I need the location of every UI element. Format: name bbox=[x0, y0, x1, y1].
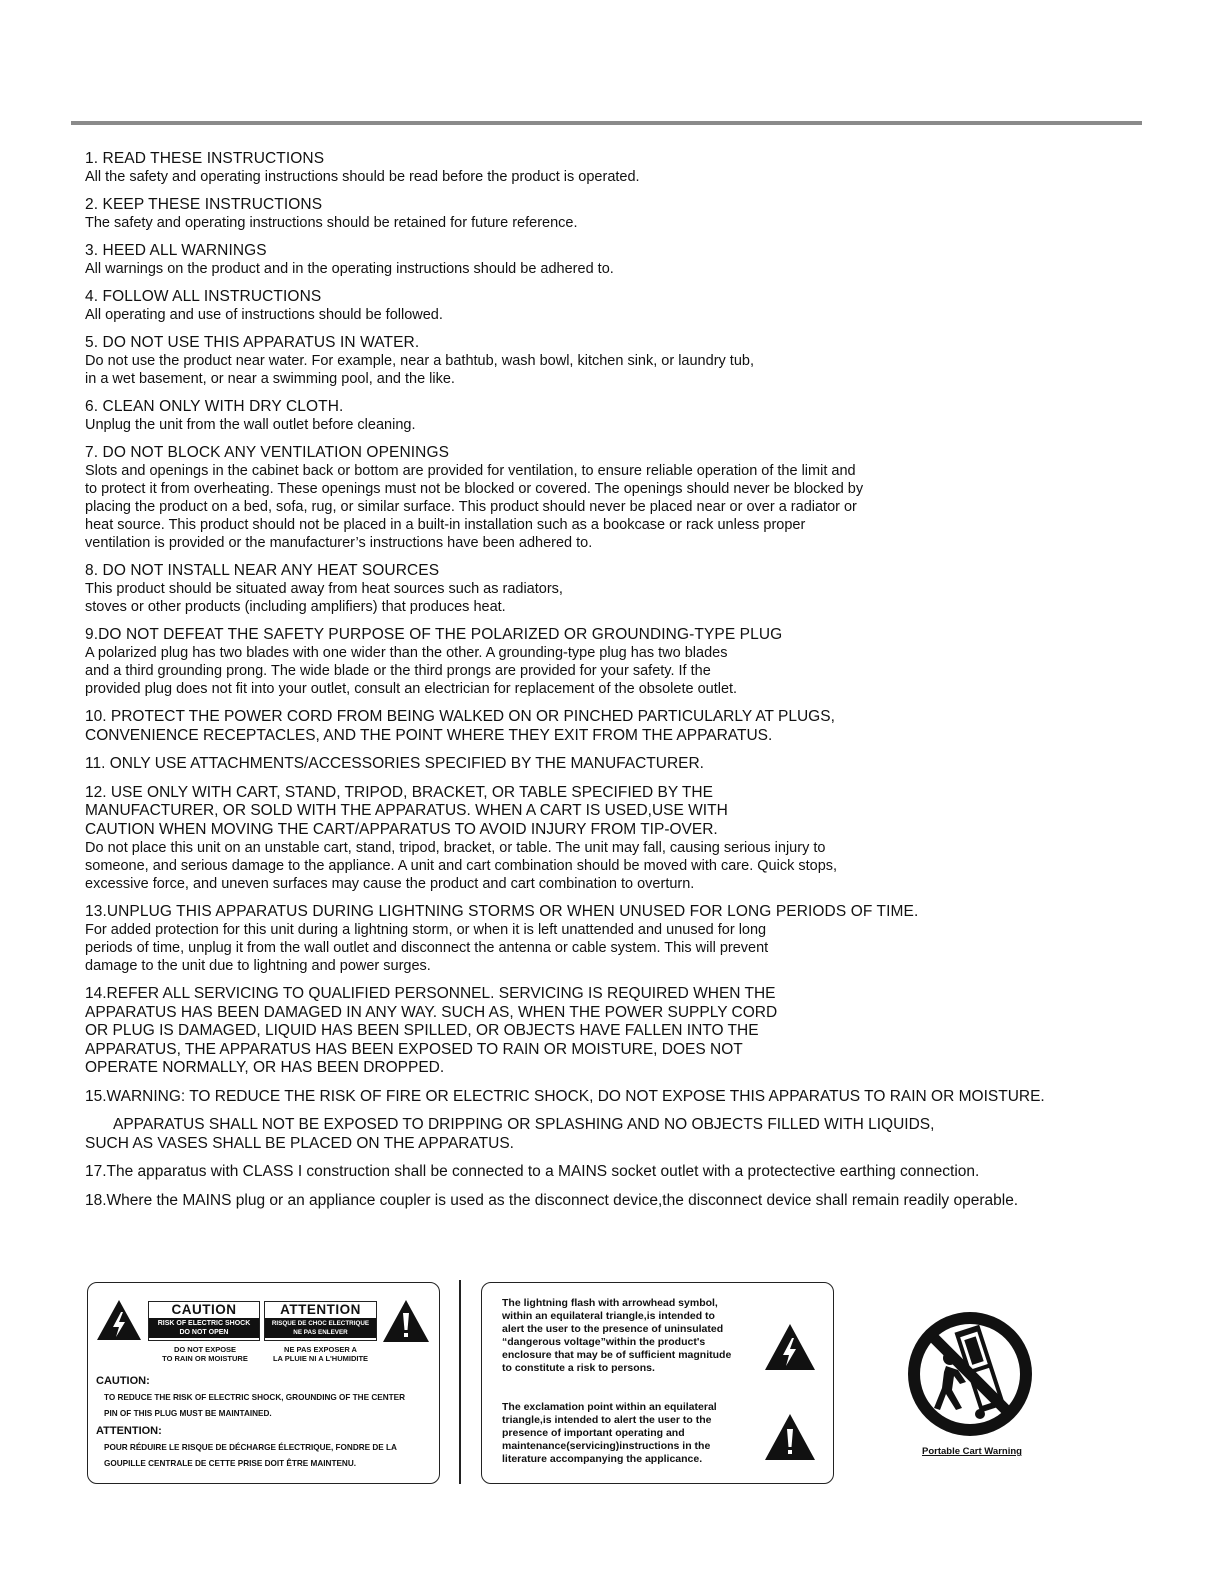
ne-pas-exposer-text bbox=[264, 1345, 377, 1363]
exclamation-line: The exclamation point within an equilateral bbox=[502, 1401, 717, 1413]
instructions-list bbox=[85, 150, 1145, 1220]
caution-bar bbox=[149, 1318, 259, 1338]
instruction-body: For added protection for this unit during a lightning storm, or when it is left unattended and unused for long bbox=[85, 922, 767, 938]
instruction-item bbox=[85, 398, 1145, 434]
instruction-body: Slots and openings in the cabinet back or bottom are provided for ventilation, to ensure reliable operation of the limit and bbox=[85, 463, 856, 479]
lightning-line: within an equilateral triangle,is intended to bbox=[502, 1310, 715, 1322]
instruction-body: stoves or other products (including amplifiers) that produces heat. bbox=[85, 599, 506, 615]
instruction-body: to protect it from overheating. These openings must not be blocked or covered. The openings should never be blocked by bbox=[85, 481, 864, 497]
instruction-body: placing the product on a bed, sofa, rug, or similar surface. This product should never be placed near or over a radiator or bbox=[85, 499, 857, 515]
exclamation-triangle-icon bbox=[764, 1413, 816, 1461]
instruction-heading: APPARATUS SHALL NOT BE EXPOSED TO DRIPPING OR SPLASHING AND NO OBJECTS FILLED WITH LIQUIDS, bbox=[113, 1116, 935, 1133]
ne-pas-exposer-line: NE PAS EXPOSER A bbox=[284, 1345, 357, 1354]
instruction-heading: 9.DO NOT DEFEAT THE SAFETY PURPOSE OF THE POLARIZED OR GROUNDING-TYPE PLUG bbox=[85, 626, 783, 643]
instruction-item bbox=[85, 196, 1145, 232]
instruction-heading: 6. CLEAN ONLY WITH DRY CLOTH. bbox=[85, 398, 344, 415]
caution-heading: CAUTION: bbox=[96, 1375, 150, 1387]
instruction-body: The safety and operating instructions should be retained for future reference. bbox=[85, 215, 578, 231]
instruction-body: someone, and serious damage to the appliance. A unit and cart combination should be moved with care. Quick stops, bbox=[85, 858, 838, 874]
exclamation-line: presence of important operating and bbox=[502, 1427, 685, 1439]
instruction-item bbox=[85, 1163, 1145, 1182]
instruction-heading: MANUFACTURER, OR SOLD WITH THE APPARATUS. WHEN A CART IS USED,USE WITH bbox=[85, 802, 728, 819]
lightning-line: enclosure that may be of sufficient magnitude bbox=[502, 1349, 732, 1361]
exclamation-line: maintenance(servicing)instructions in the bbox=[502, 1440, 711, 1452]
exclamation-explanation bbox=[502, 1401, 757, 1466]
exclamation-triangle-icon bbox=[382, 1299, 430, 1343]
instruction-body: in a wet basement, or near a swimming pool, and the like. bbox=[85, 371, 455, 387]
instruction-body: This product should be situated away from heat sources such as radiators, bbox=[85, 581, 563, 597]
lightning-line: The lightning flash with arrowhead symbol, bbox=[502, 1297, 718, 1309]
instruction-body: heat source. This product should not be placed in a built-in installation such as a bookcase or rack unless proper bbox=[85, 517, 806, 533]
instruction-heading: 5. DO NOT USE THIS APPARATUS IN WATER. bbox=[85, 334, 420, 351]
instruction-item bbox=[85, 985, 1145, 1078]
caution-text-line: PIN OF THIS PLUG MUST BE MAINTAINED. bbox=[104, 1409, 272, 1418]
instruction-body: periods of time, unplug it from the wall outlet and disconnect the antenna or cable system. This will prevent bbox=[85, 940, 769, 956]
attention-text-line: GOUPILLE CENTRALE DE CETTE PRISE DOIT ÊTRE MAINTENU. bbox=[104, 1459, 357, 1468]
instruction-heading: APPARATUS HAS BEEN DAMAGED IN ANY WAY. SUCH AS, WHEN THE POWER SUPPLY CORD bbox=[85, 1003, 778, 1021]
instruction-item bbox=[85, 1192, 1145, 1211]
instruction-item bbox=[85, 334, 1145, 388]
instruction-item bbox=[85, 150, 1145, 186]
instruction-item bbox=[85, 242, 1145, 278]
instruction-heading: APPARATUS, THE APPARATUS HAS BEEN EXPOSED TO RAIN OR MOISTURE, DOES NOT bbox=[85, 1040, 743, 1058]
instruction-item bbox=[85, 903, 1145, 975]
instruction-item bbox=[85, 708, 1145, 745]
attention-text-line: POUR RÉDUIRE LE RISQUE DE DÉCHARGE ÉLECTRIQUE, FONDRE DE LA bbox=[104, 1443, 397, 1452]
instruction-item bbox=[85, 288, 1145, 324]
caution-bar-line: RISK OF ELECTRIC SHOCK bbox=[157, 1320, 251, 1327]
instruction-heading: 12. USE ONLY WITH CART, STAND, TRIPOD, BRACKET, OR TABLE SPECIFIED BY THE bbox=[85, 783, 713, 801]
lightning-triangle-icon bbox=[96, 1299, 142, 1341]
instruction-heading: 7. DO NOT BLOCK ANY VENTILATION OPENINGS bbox=[85, 444, 450, 461]
attention-title: ATTENTION bbox=[280, 1302, 361, 1317]
caution-text-line: TO REDUCE THE RISK OF ELECTRIC SHOCK, GROUNDING OF THE CENTER bbox=[104, 1393, 405, 1402]
instruction-item bbox=[85, 444, 1145, 552]
instruction-heading: 1. READ THESE INSTRUCTIONS bbox=[85, 150, 325, 167]
do-not-expose-text bbox=[150, 1345, 260, 1363]
caution-bar-line: DO NOT OPEN bbox=[179, 1329, 229, 1336]
attention-bar-line: NE PAS ENLEVER bbox=[293, 1329, 348, 1336]
instruction-heading: 3. HEED ALL WARNINGS bbox=[85, 242, 267, 259]
exclamation-line: triangle,is intended to alert the user to the bbox=[502, 1414, 712, 1426]
instruction-heading: 8. DO NOT INSTALL NEAR ANY HEAT SOURCES bbox=[85, 562, 440, 579]
lightning-line: to constitute a risk to persons. bbox=[502, 1362, 655, 1374]
exclamation-line: literature accompanying the applicance. bbox=[502, 1453, 703, 1465]
lightning-triangle-icon bbox=[764, 1323, 816, 1371]
instruction-heading: 10. PROTECT THE POWER CORD FROM BEING WALKED ON OR PINCHED PARTICULARLY AT PLUGS, bbox=[85, 708, 835, 725]
top-rule bbox=[71, 121, 1142, 125]
lightning-line: alert the user to the presence of uninsulated bbox=[502, 1323, 724, 1335]
vertical-divider bbox=[459, 1280, 461, 1484]
instruction-body: All the safety and operating instructions should be read before the product is operated. bbox=[85, 169, 640, 185]
instruction-heading: OPERATE NORMALLY, OR HAS BEEN DROPPED. bbox=[85, 1059, 445, 1076]
instruction-body: A polarized plug has two blades with one wider than the other. A grounding-type plug has two blades bbox=[85, 645, 728, 661]
instruction-heading: CAUTION WHEN MOVING THE CART/APPARATUS TO AVOID INJURY FROM TIP-OVER. bbox=[85, 820, 718, 838]
instruction-item bbox=[85, 784, 1145, 894]
instruction-heading: 2. KEEP THESE INSTRUCTIONS bbox=[85, 196, 323, 213]
portable-cart-warning-icon bbox=[906, 1310, 1034, 1438]
instruction-item bbox=[85, 1088, 1145, 1107]
lightning-line: “dangerous voltage”within the product's bbox=[502, 1336, 706, 1348]
instruction-body: damage to the unit due to lightning and power surges. bbox=[85, 958, 431, 974]
symbols-panel bbox=[481, 1282, 834, 1484]
attention-text bbox=[104, 1440, 434, 1472]
do-not-expose-line: DO NOT EXPOSE bbox=[173, 1345, 237, 1354]
instruction-heading: SUCH AS VASES SHALL BE PLACED ON THE APPARATUS. bbox=[85, 1134, 514, 1152]
instruction-item bbox=[85, 626, 1145, 698]
attention-bar-line: RISQUE DE CHOC ELECTRIQUE bbox=[271, 1320, 370, 1327]
instruction-body: and a third grounding prong. The wide blade or the third prongs are provided for your safety. If the bbox=[85, 663, 711, 679]
instruction-body: All warnings on the product and in the operating instructions should be adhered to. bbox=[85, 261, 614, 277]
attention-heading: ATTENTION: bbox=[96, 1425, 162, 1437]
do-not-expose-line: TO RAIN OR MOISTURE bbox=[162, 1354, 248, 1363]
attention-bar bbox=[265, 1318, 376, 1338]
instruction-heading: 4. FOLLOW ALL INSTRUCTIONS bbox=[85, 288, 322, 305]
instruction-item bbox=[85, 562, 1145, 616]
lightning-explanation bbox=[502, 1297, 757, 1375]
caution-box bbox=[148, 1301, 260, 1341]
instruction-body: Do not place this unit on an unstable cart, stand, tripod, bracket, or table. The unit may fall, causing serious injury to bbox=[85, 840, 826, 856]
instruction-heading: 17.The apparatus with CLASS I construction shall be connected to a MAINS socket outlet with a protectective earthing connection. bbox=[85, 1163, 980, 1180]
instruction-item bbox=[85, 755, 1145, 774]
cart-warning-caption: Portable Cart Warning bbox=[922, 1446, 1022, 1457]
instruction-item bbox=[85, 1116, 1145, 1153]
attention-box bbox=[264, 1301, 377, 1341]
instruction-heading: CONVENIENCE RECEPTACLES, AND THE POINT WHERE THEY EXIT FROM THE APPARATUS. bbox=[85, 726, 773, 744]
caution-title: CAUTION bbox=[171, 1302, 237, 1317]
instruction-body: excessive force, and uneven surfaces may cause the product and cart combination to overturn. bbox=[85, 876, 695, 892]
instruction-heading: OR PLUG IS DAMAGED, LIQUID HAS BEEN SPILLED, OR OBJECTS HAVE FALLEN INTO THE bbox=[85, 1022, 759, 1039]
caution-text bbox=[104, 1390, 434, 1422]
instruction-heading: 11. ONLY USE ATTACHMENTS/ACCESSORIES SPECIFIED BY THE MANUFACTURER. bbox=[85, 755, 704, 772]
instruction-body: ventilation is provided or the manufacturer’s instructions have been adhered to. bbox=[85, 535, 593, 551]
instruction-heading: 18.Where the MAINS plug or an appliance coupler is used as the disconnect device,the disconnect device shall remain readily operable. bbox=[85, 1191, 1019, 1209]
instruction-body: Do not use the product near water. For example, near a bathtub, wash bowl, kitchen sink, or laundry tub, bbox=[85, 353, 754, 369]
instruction-heading: 13.UNPLUG THIS APPARATUS DURING LIGHTNING STORMS OR WHEN UNUSED FOR LONG PERIODS OF TIME. bbox=[85, 903, 919, 920]
caution-label-panel bbox=[87, 1282, 440, 1484]
instruction-body: Unplug the unit from the wall outlet before cleaning. bbox=[85, 417, 416, 433]
instruction-body: All operating and use of instructions should be followed. bbox=[85, 307, 443, 323]
instruction-body: provided plug does not fit into your outlet, consult an electrician for replacement of the obsolete outlet. bbox=[85, 681, 738, 697]
ne-pas-exposer-line: LA PLUIE NI A L'HUMIDITE bbox=[272, 1354, 369, 1363]
instruction-heading: 15.WARNING: TO REDUCE THE RISK OF FIRE OR ELECTRIC SHOCK, DO NOT EXPOSE THIS APPARATUS TO RAIN OR MOISTURE. bbox=[85, 1087, 1045, 1105]
instruction-heading: 14.REFER ALL SERVICING TO QUALIFIED PERSONNEL. SERVICING IS REQUIRED WHEN THE bbox=[85, 985, 776, 1002]
